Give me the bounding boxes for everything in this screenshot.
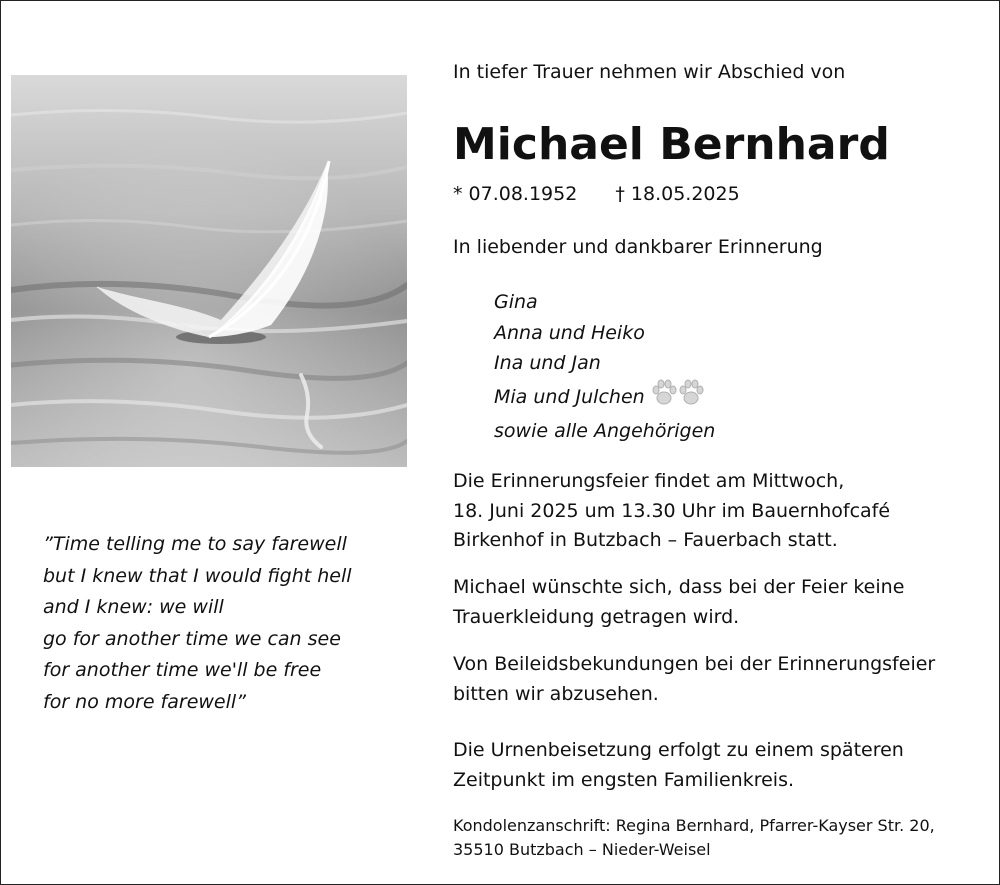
mourner-row-with-paws	[494, 379, 715, 417]
mourner: Anna und Heiko	[494, 321, 645, 344]
mourner: sowie alle Angehörigen	[494, 420, 716, 442]
feather-on-water-photo	[11, 75, 407, 467]
text-line: Die Erinnerungsfeier findet am Mittwoch,	[453, 470, 845, 492]
mourner: Gina	[494, 291, 538, 313]
deceased-name: Michael Bernhard	[453, 119, 890, 170]
paw-prints-icon	[651, 379, 705, 417]
text-line: Trauerkleidung getragen wird.	[453, 605, 740, 628]
mourner: Mia und Julchen	[494, 386, 645, 408]
quote-line: go for another time we can see	[43, 627, 341, 650]
condolence-address	[453, 814, 935, 862]
quote-poem	[43, 529, 403, 718]
death-date: † 18.05.2025	[615, 183, 740, 205]
life-dates	[453, 183, 740, 205]
text-line: Die Urnenbeisetzung erfolgt zu einem späteren	[453, 739, 904, 761]
quote-line: for another time we'll be free	[43, 659, 322, 681]
quote-line: for no more farewell”	[43, 690, 247, 713]
text-line: 18. Juni 2025 um 13.30 Uhr im Bauernhofcafé	[453, 499, 891, 522]
memory-line: In liebender und dankbarer Erinnerung	[453, 236, 823, 258]
quote-line: ”Time telling me to say farewell	[43, 533, 347, 555]
mourner: Ina und Jan	[494, 352, 601, 374]
ceremony-paragraph	[453, 467, 890, 556]
condolences-paragraph	[453, 650, 935, 709]
intro-line: In tiefer Trauer nehmen wir Abschied von	[453, 61, 846, 83]
birth-date: * 07.08.1952	[453, 183, 578, 205]
quote-line: but I knew that I would fight hell	[43, 564, 352, 587]
burial-paragraph	[453, 736, 904, 795]
text-line: bitten wir abzusehen.	[453, 682, 659, 705]
text-line: Birkenhof in Butzbach – Fauerbach statt.	[453, 529, 838, 551]
address-line: Kondolenzanschrift: Regina Bernhard, Pfarrer-Kayser Str. 20,	[453, 816, 935, 835]
quote-line: and I knew: we will	[43, 596, 224, 618]
mourners-list	[494, 287, 715, 447]
clothing-paragraph	[453, 573, 904, 632]
text-line: Michael wünschte sich, dass bei der Feier keine	[453, 576, 905, 598]
address-line: 35510 Butzbach – Nieder-Weisel	[453, 840, 711, 859]
text-line: Zeitpunkt im engsten Familienkreis.	[453, 768, 795, 791]
text-line: Von Beileidsbekundungen bei der Erinnerungsfeier	[453, 653, 936, 675]
